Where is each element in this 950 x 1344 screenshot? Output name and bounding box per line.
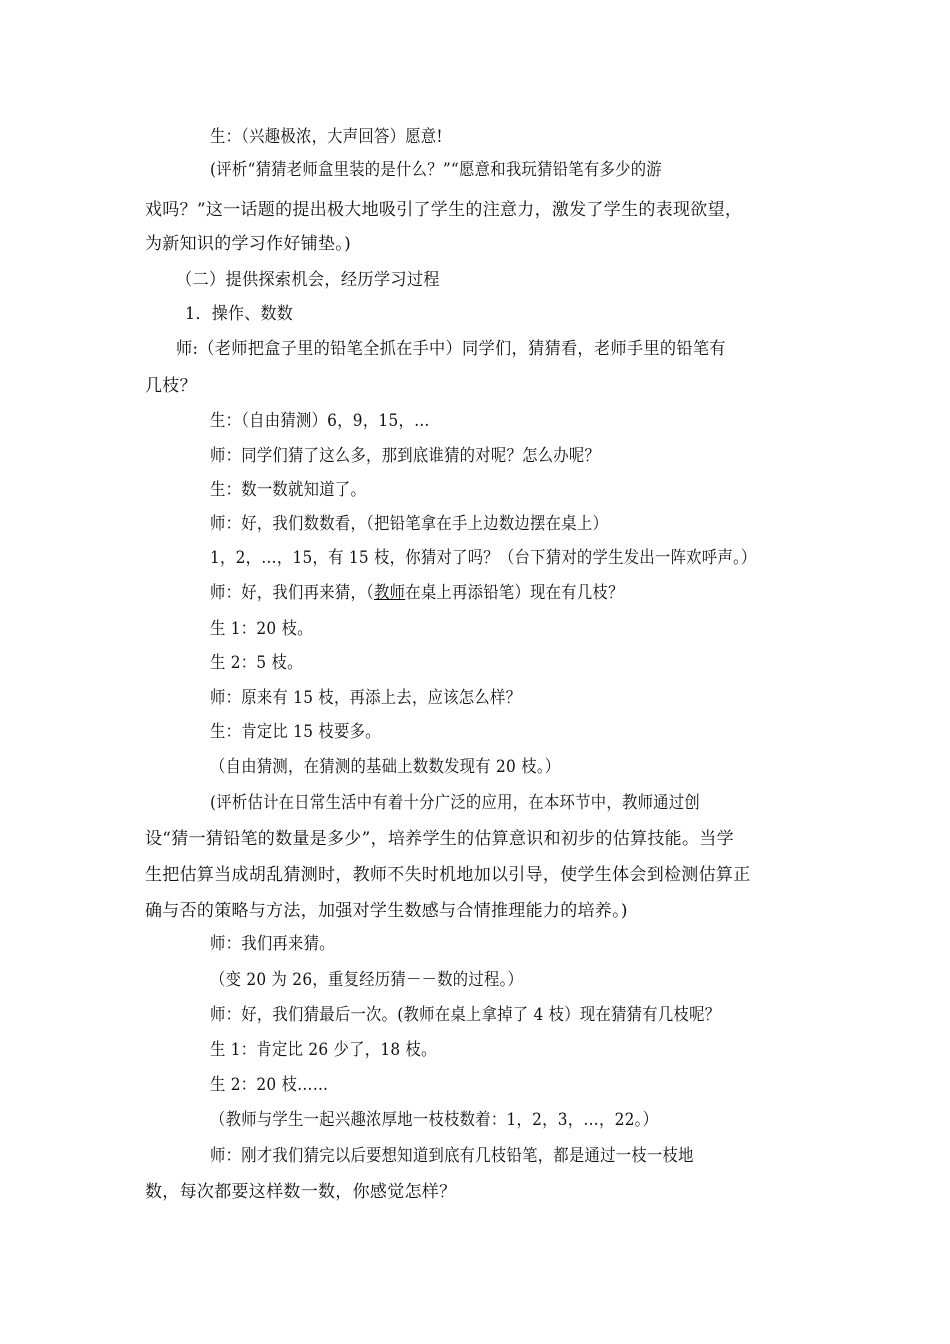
paragraph-line: 师：原来有 15 枝，再添上去，应该怎么样？ <box>210 688 522 708</box>
paragraph-line: （变 20 为 26，重复经历猜－－数的过程。） <box>210 970 524 990</box>
subsection-heading: 1．操作、数数 <box>185 304 294 324</box>
paragraph-line: 生 1：肯定比 26 少了，18 枝。 <box>210 1040 437 1060</box>
paragraph-line: 生 2：5 枝。 <box>210 653 303 673</box>
paragraph-line: 生：肯定比 15 枝要多。 <box>210 722 381 742</box>
paragraph-line: 确与否的策略与方法，加强对学生数感与合情推理能力的培养。) <box>145 901 628 921</box>
paragraph-line: 1，2，…，15，有 15 枝，你猜对了吗？（台下猜对的学生发出一阵欢呼声。） <box>210 548 757 568</box>
underlined-text: 教师 <box>373 583 406 603</box>
paragraph-line: 师：我们再来猜。 <box>210 934 335 954</box>
text-segment: 师：好，我们再来猜，（ <box>210 583 374 603</box>
paragraph-line: (评析估计在日常生活中有着十分广泛的应用，在本环节中，教师通过创 <box>210 793 700 813</box>
paragraph-line: 师：同学们猜了这么多，那到底谁猜的对呢？怎么办呢？ <box>210 446 601 466</box>
paragraph-line: （自由猜测，在猜测的基础上数数发现有 20 枝。） <box>210 757 561 777</box>
paragraph-line: 设“猜一猜铅笔的数量是多少”，培养学生的估算意识和初步的估算技能。当学 <box>145 829 734 849</box>
paragraph-line: 戏吗？”这一话题的提出极大地吸引了学生的注意力，激发了学生的表现欲望， <box>145 200 743 220</box>
paragraph-line: （教师与学生一起兴趣浓厚地一枝枝数着：1，2，3，…，22。） <box>210 1110 659 1130</box>
section-heading: （二）提供探索机会，经历学习过程 <box>176 270 440 290</box>
paragraph-line: 师：好，我们猜最后一次。(教师在桌上拿掉了 4 枝）现在猜猜有几枝呢？ <box>210 1005 721 1025</box>
paragraph-line: 几枝？ <box>145 376 197 396</box>
text-segment: 在桌上再添铅笔）现在有几枝？ <box>405 583 624 603</box>
paragraph-line <box>210 583 810 605</box>
paragraph-line: 生把估算当成胡乱猜测时，教师不失时机地加以引导，使学生体会到检测估算正 <box>145 865 751 885</box>
paragraph-line: 生：（自由猜测）6，9，15，… <box>210 411 430 431</box>
paragraph-line: 师：好，我们数数看，（把铅笔拿在手上边数边摆在桌上） <box>210 514 609 534</box>
paragraph-line: (评析“猜猜老师盒里装的是什么？”“愿意和我玩猜铅笔有多少的游 <box>210 160 662 180</box>
paragraph-line: 生 2：20 枝…… <box>210 1075 329 1095</box>
paragraph-line: 师：刚才我们猜完以后要想知道到底有几枝铅笔，都是通过一枝一枝地 <box>210 1146 694 1166</box>
paragraph-line: 生：数一数就知道了。 <box>210 480 367 500</box>
paragraph-line: 师:（老师把盒子里的铅笔全抓在手中）同学们，猜猜看，老师手里的铅笔有 <box>176 339 726 359</box>
paragraph-line: 生：（兴趣极浓，大声回答）愿意! <box>210 127 443 147</box>
paragraph-line: 数，每次都要这样数一数，你感觉怎样？ <box>145 1182 457 1202</box>
paragraph-line: 生 1：20 枝。 <box>210 619 313 639</box>
paragraph-line: 为新知识的学习作好铺垫。) <box>145 234 352 254</box>
